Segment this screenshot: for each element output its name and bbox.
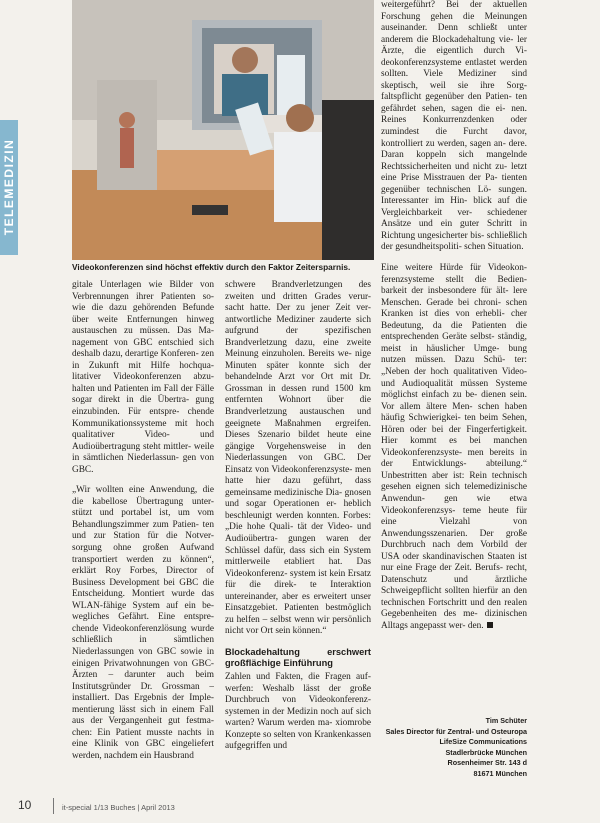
paragraph: schwere Brandverletzungen des zweiten und dritten Grades verur- sacht hatte. Der zu jener Zeit ver- antwortliche Mediziner zauderte sich aufgrund der spezifischen Brandverletzung dazu, eine zweite Meinung einzuholen. Bereits we- nige Minuten später konnte sich der behandelnde Arzt vor Ort mit Dr. Grossman in dessen rund 1500 km entfernten Wohnort über die Brandverletzung austauschen und geeignete Maßnahmen ergreifen. Dieses Szenario bildet heute eine gängige Vorgehensweise in den Niederlassungen von GBC. Der Einsatz von Videokonferenzsyste- men hatte hier dazu geführt, dass gemeinsame medizinische Dia- gnosen und sogar Operationen er- heblich beschleunigt werden konnten. Forbes: „Die hohe Quali- tät der Video- und Audioübertra- gungen waren der Schlüssel dafür, dass sich ein System mittlerweile etabliert hat. Das Videokonferenz- system ist kein Ersatz für die direk- te Interaktion untereinander, aber es erweitert unser Einsatzgebiet. Patienten bestmöglich zu helfen – selbst wenn wir persönlich nicht vor Ort sein können.“ bbox=[225, 280, 371, 637]
author-address: Rosenheimer Str. 143 d bbox=[447, 758, 527, 767]
section-label: TELEMEDIZIN bbox=[2, 138, 16, 236]
subheading: Blockadehaltung erschwert großflächige Einführung bbox=[225, 646, 371, 669]
article-column-2 bbox=[225, 280, 371, 762]
article-column-1 bbox=[72, 280, 214, 795]
publication-footer: it-special 1/13 Buches | April 2013 bbox=[62, 803, 175, 812]
paragraph-text: Eine weitere Hürde für Videokon- ferenzsysteme stellt die Bedien- barkeit der insbesondere für ält- lere Menschen. Gerade bei chroni- schen Kranken ist dies von erhebli- cher Bedeutung, da die Patienten die entsprechenden Geräte selbst- ständig, meist in häuslicher Umge- bung nutzen müssen. Dazu Schü- ter: „Neben der hoch qualitativen Video- und Audioqualität müssen Systeme möglichst einfach zu be- dienen sein. Vor allem ältere Men- schen haben häufig Schwierigkei- ten beim Sehen, Hören oder bei der Fingerfertigkeit. Hier kommt es bei manchen Videokonferenzsyste- men bereits in der Entwicklungs- abteilung.“ Unbestritten aber ist: Rein technisch gesehen eignen sich telemedizinische Anwendun- gen wie etwa Videokonferenzsys- teme heute für eine Vielzahl von Anwendungsszenarien. Der große Durchbruch nach dem Vorbild der USA oder skandinavischen Staaten ist nur eine Frage der Zeit. Berufs- recht, Datenschutz und ärztliche Schweigepflicht sollten hierfür an den technischen Fortschritt und den realen Gegebenheiten des me- dizinischen Alltags angepasst wer- den. bbox=[381, 263, 527, 631]
paragraph bbox=[381, 263, 527, 633]
author-city: 81671 München bbox=[473, 768, 527, 778]
author-title: Sales Director für Zentral- und Osteuropa bbox=[385, 726, 527, 736]
footer-divider bbox=[53, 798, 54, 814]
author-name: Tim Schüter bbox=[485, 716, 527, 725]
page-number: 10 bbox=[18, 798, 32, 812]
article-photo bbox=[72, 0, 374, 260]
doctor-videoconference-photo bbox=[72, 0, 374, 260]
paragraph: gitale Unterlagen wie Bilder von Verbrennungen ihrer Patienten so- wie die dazu gehörenden Befunde über weite Entfernungen hinweg austauschen zu müssen. Das Ma- nagement von GBC entschied sich deshalb dazu, derartige Konferen- zen in Zukunft mit Hilfe hochqua- litativer Videokonferenzen abzu- halten und Patienten im Fall der Fälle sogar direkt in die Übertra- gung einzubinden. Für entspre- chende Kommunikationssysteme mit hoch qualitativer Video- und Audioübertragung steht mittler- weile in sämtlichen Niederlassun- gen von GBC. bbox=[72, 280, 214, 475]
paragraph: Zahlen und Fakten, die Fragen auf- werfen: Weshalb lässt der große Durchbruch von Videokonferenz- systemen in der Medizin noch auf sich warten? Warum werden ma- xiomrobe Konzepte so selten von Krankenkassen aufgegriffen und bbox=[225, 671, 371, 752]
end-mark-icon bbox=[487, 622, 493, 628]
paragraph: weitergeführt? Bei der aktuellen Forschung gehen die Meinungen auseinander. Denn schließt unter anderem die Blockadehaltung vie- ler Ärzte, die eigentlich durch Vi- deokonferenzsysteme entlastet werden sollten. Viele Mediziner sind skeptisch, weil sie ihre Sorg- faltspflicht gegenüber den Patien- ten gefährdet sehen, sagen die ei- nen. Reines Konkurrenzdenken oder zumindest die Furcht davor, kontrolliert zu werden, sagen an- dere. Daran koppeln sich mangelnde Rechtssicherheiten und nicht zu- letzt eine Prise Misstrauen der Pa- tienten gegenüber technischen Lö- sungen. Interessanter im Hin- blick auf die Vergleichbarkeit ver- schiedener Ansätze und ein guter Schritt in Richtung ungesicherter bis- schließlich der gesundheitspoliti- schen Situation. bbox=[381, 0, 527, 253]
photo-caption: Videokonferenzen sind höchst effektiv durch den Faktor Zeitersparnis. bbox=[72, 262, 351, 272]
author-company: LifeSize Communications bbox=[439, 737, 527, 746]
paragraph: „Wir wollten eine Anwendung, die die kabellose Übertragung unter- stützt und portabel ist, um vom Behandlungszimmer zum Patien- ten und zur Station für die Notver- sorgung ohne großen Aufwand transportiert werden zu können“, erklärt Roy Forbes, Director of Business Development bei GBC die Entscheidung. Montiert wurde das WLAN-fähige System auf ein be- wegliches Gefährt. Eine entspre- chende Videokonferenzlösung wurde schließlich in sämtlichen Niederlassungen von GBC sowie in einigen Privatwohnungen von GBC-Ärzten – darunter auch beim Institutsgründer Dr. Grossman – installiert. Das Ergebnis der Imple- mentierung lässt sich in einem Fall aus der Vergangenheit gut festma- chen: Ein Patient musste nachts in eine Klinik von GBC eingeliefert werden, nachdem ein Hausbrand bbox=[72, 485, 214, 761]
article-column-3 bbox=[381, 0, 527, 642]
author-street: Stadlerbrücke München bbox=[445, 747, 527, 757]
author-box bbox=[381, 716, 527, 779]
